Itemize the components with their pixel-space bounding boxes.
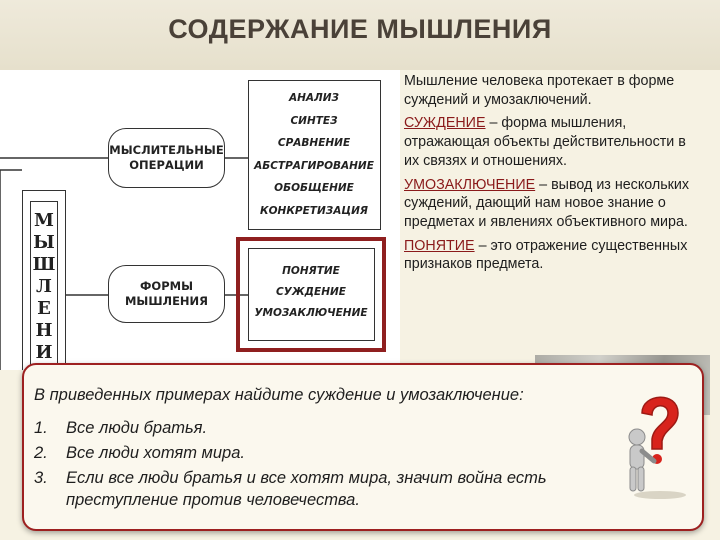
task-item-text: Если все люди братья и все хотят мира, значит война есть преступление против человечества. [66, 469, 547, 509]
operations-label-line: ОПЕРАЦИИ [129, 158, 204, 172]
question-mark-figure-icon [620, 385, 700, 500]
definition-text: – вывод из нескольких суждений, дающий нам новое знание о предметах и явлениях объективного мира. [404, 176, 690, 230]
operations-list [249, 87, 379, 222]
definition-text: – форма мышления, отражающая объекты действительности в их связях и отношениях. [404, 115, 686, 169]
definition-term: УМОЗАКЛЮЧЕНИЕ [404, 176, 536, 193]
vertical-letter: И [35, 342, 53, 363]
intro-text: Мышление человека протекает в форме суждений и умозаключений. [404, 73, 675, 108]
forms-list [249, 261, 373, 324]
operation-item: ОБОБЩЕНИЕ [274, 182, 354, 194]
vertical-word-frame [30, 201, 58, 376]
form-item: УМОЗАКЛЮЧЕНИЕ [254, 307, 368, 319]
forms-node [108, 265, 225, 323]
operations-label-line: МЫСЛИТЕЛЬНЫЕ [109, 143, 224, 157]
forms-list-box [248, 248, 375, 341]
operation-item: СРАВНЕНИЕ [277, 137, 351, 149]
operations-list-box [248, 80, 381, 230]
vertical-letter: Н [35, 320, 53, 341]
task-item-text: Все люди братья. [66, 419, 208, 437]
operations-node [108, 128, 225, 188]
definition-term: СУЖДЕНИЕ [404, 115, 486, 132]
task-heading: В приведенных примерах найдите суждение и умозаключение: [34, 386, 524, 404]
operation-item: СИНТЕЗ [290, 114, 338, 127]
forms-label-line: ФОРМЫ [140, 279, 193, 293]
slide-title: СОДЕРЖАНИЕ МЫШЛЕНИЯ [168, 14, 552, 44]
task-item-text: Все люди хотят мира. [66, 444, 245, 462]
task-item [34, 442, 614, 464]
operation-item: АНАЛИЗ [288, 92, 339, 104]
title-bar [0, 0, 720, 70]
vertical-letter: М [34, 210, 54, 231]
task-item-number: 3. [34, 469, 48, 487]
forms-label-line: МЫШЛЕНИЯ [124, 294, 209, 308]
definition-text: – это отражение существенных признаков предмета. [404, 237, 688, 273]
task-item [34, 417, 614, 439]
operation-item: АБСТРАГИРОВАНИЕ [254, 159, 374, 172]
definition-concept [404, 237, 704, 274]
form-item: ПОНЯТИЕ [282, 265, 340, 277]
task-item-number: 2. [34, 444, 48, 462]
task-item-number: 1. [34, 419, 48, 437]
definition-judgment [404, 114, 704, 170]
vertical-letter: Ы [33, 232, 55, 253]
operation-item: КОНКРЕТИЗАЦИЯ [260, 204, 368, 217]
definition-inference [404, 176, 704, 232]
task-item [34, 467, 614, 515]
vertical-word-column [22, 190, 66, 370]
form-item: СУЖДЕНИЕ [276, 286, 346, 298]
vertical-letter: Ш [32, 254, 56, 275]
definitions-panel [404, 72, 704, 279]
definition-term: ПОНЯТИЕ [404, 237, 475, 254]
vertical-letter: Е [37, 298, 51, 319]
task-box [22, 363, 704, 531]
thinking-diagram [0, 70, 400, 370]
vertical-letter: Л [36, 276, 52, 297]
